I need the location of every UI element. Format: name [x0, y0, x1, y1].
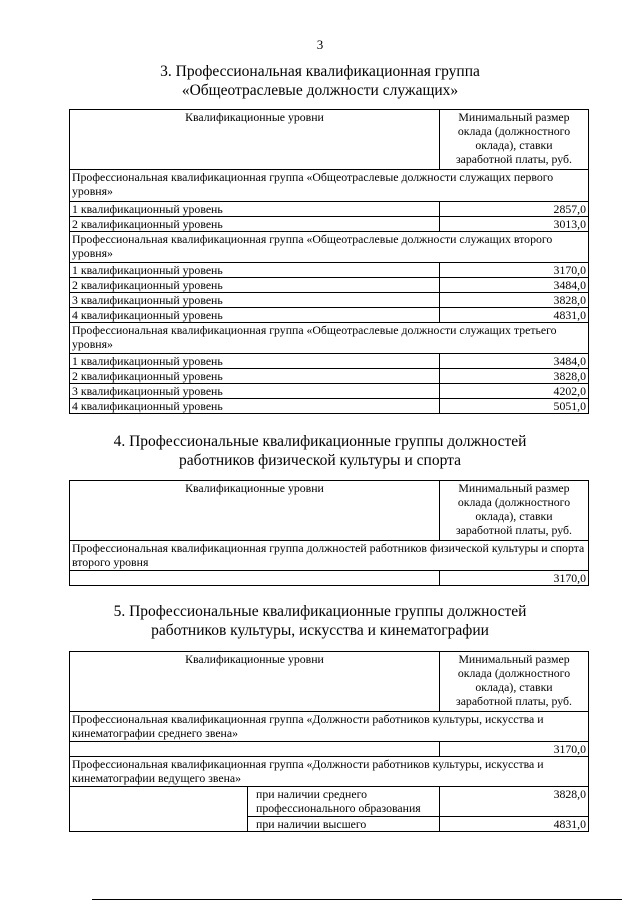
group-title: Профессиональная квалификационная группа должностей работников физической культуры и спорта второго уровня	[70, 541, 589, 571]
level-cell: 4 квалификационный уровень	[70, 308, 440, 323]
group-row	[70, 541, 589, 571]
group-row	[70, 323, 589, 354]
value-cell: 3828,0	[440, 369, 589, 384]
table-row	[70, 369, 589, 384]
value-cell: 3828,0	[440, 293, 589, 308]
group-title: Профессиональная квалификационная группа «Должности работников культуры, искусства и кинематографии среднего звена»	[70, 712, 589, 742]
condition-cell: при наличии высшего	[248, 817, 440, 832]
value-cell: 4831,0	[440, 817, 589, 832]
table-row	[70, 293, 589, 308]
value-cell: 3170,0	[440, 263, 589, 278]
section-4-table	[69, 480, 589, 586]
group-row	[70, 757, 589, 787]
value-cell: 3170,0	[440, 742, 589, 757]
header-salary: Минимальный размер оклада (должностного оклада), ставки заработной платы, руб.	[440, 652, 589, 712]
table-header-row	[70, 652, 589, 712]
value-cell: 3484,0	[440, 354, 589, 369]
empty-cell	[70, 571, 440, 586]
table-row	[70, 278, 589, 293]
page-number: 3	[316, 37, 324, 52]
level-cell: 2 квалификационный уровень	[70, 278, 440, 293]
header-levels: Квалификационные уровни	[70, 652, 440, 712]
section-4-title: 4. Профессиональные квалификационные группы должностей работников физической культуры и спорта	[113, 433, 527, 469]
level-cell: 1 квалификационный уровень	[70, 263, 440, 278]
value-cell: 4202,0	[440, 384, 589, 399]
table-row	[70, 742, 589, 757]
value-cell: 3828,0	[440, 787, 589, 817]
table-row	[70, 202, 589, 217]
value-cell: 5051,0	[440, 399, 589, 414]
level-cell: 1 квалификационный уровень	[70, 202, 440, 217]
group-row	[70, 712, 589, 742]
group-title: Профессиональная квалификационная группа «Общеотраслевые должности служащих первого уровня»	[70, 170, 589, 202]
section-5-table	[69, 651, 589, 832]
page-bottom-edge	[92, 899, 622, 900]
level-cell: 3 квалификационный уровень	[70, 293, 440, 308]
group-row	[70, 232, 589, 263]
table-row	[70, 354, 589, 369]
header-levels: Квалификационные уровни	[70, 110, 440, 170]
group-title: Профессиональная квалификационная группа «Должности работников культуры, искусства и кинематографии ведущего звена»	[70, 757, 589, 787]
empty-cell	[70, 787, 248, 832]
level-cell: 2 квалификационный уровень	[70, 217, 440, 232]
value-cell: 3013,0	[440, 217, 589, 232]
level-cell: 2 квалификационный уровень	[70, 369, 440, 384]
table-row	[70, 308, 589, 323]
section-3-table	[69, 109, 589, 414]
table-row	[70, 263, 589, 278]
level-cell: 4 квалификационный уровень	[70, 399, 440, 414]
group-title: Профессиональная квалификационная группа «Общеотраслевые должности служащих второго уровня»	[70, 232, 589, 263]
value-cell: 3170,0	[440, 571, 589, 586]
table-row	[70, 571, 589, 586]
value-cell: 3484,0	[440, 278, 589, 293]
value-cell: 2857,0	[440, 202, 589, 217]
table-row	[70, 399, 589, 414]
table-row	[70, 217, 589, 232]
table-row	[70, 384, 589, 399]
table-header-row	[70, 110, 589, 170]
section-3-title: 3. Профессиональная квалификационная группа «Общеотраслевые должности служащих»	[160, 63, 480, 99]
condition-cell: при наличии среднего профессионального образования	[248, 787, 440, 817]
group-title: Профессиональная квалификационная группа «Общеотраслевые должности служащих третьего уровня»	[70, 323, 589, 354]
section-5-title: 5. Профессиональные квалификационные группы должностей работников культуры, искусства и кинематографии	[113, 603, 527, 639]
empty-cell	[70, 742, 440, 757]
level-cell: 1 квалификационный уровень	[70, 354, 440, 369]
table-header-row	[70, 481, 589, 541]
header-salary: Минимальный размер оклада (должностного оклада), ставки заработной платы, руб.	[440, 481, 589, 541]
header-salary: Минимальный размер оклада (должностного оклада), ставки заработной платы, руб.	[440, 110, 589, 170]
group-row	[70, 170, 589, 202]
value-cell: 4831,0	[440, 308, 589, 323]
table-row	[70, 787, 589, 817]
level-cell: 3 квалификационный уровень	[70, 384, 440, 399]
header-levels: Квалификационные уровни	[70, 481, 440, 541]
